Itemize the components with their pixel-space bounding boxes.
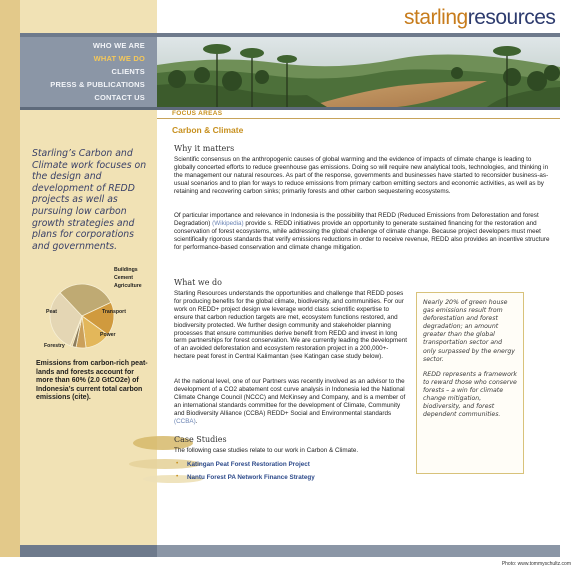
banner-photo-art [157,37,560,107]
why-paragraph-2-text-a: Of particular importance and relevance in Indonesia is the possibility that REDD (Reduced Emissions from Deforestation and forest Degradation) [174,212,539,227]
pie-chart-caption: Emissions from carbon-rich peat-lands and forests account for more than 60% (2.0 GtCO2e) of Indonesia’s current total carbon emissions (cite). [36,360,148,402]
site-logo[interactable] [404,6,555,30]
logo-part-2: resources [467,6,556,29]
why-paragraph-1: Scientific consensus on the anthropogenic causes of global warming and the evidence of impacts of climate change is leading to globally concerted efforts to reduce greenhouse gas emissions. Doing so will require new analytical tools, technologies, and thinking in the management our natural resources. As part of the response, governments and businesses have started to reconsider business-as-usual scenarios and to plan for ways to reduce emissions from primary carbon emitting sectors and economic activities, as well as by retaining and recovering carbon sinks; primarily forests and other carbon sequestering ecosystems. [174,156,549,195]
bullet-icon: • [176,473,179,480]
nav-bottom-rule [20,107,560,110]
nav-item-who-we-are[interactable]: WHO WE ARE [92,41,145,50]
nav-item-contact-us[interactable]: CONTACT US [94,93,145,102]
logo-part-1: starling [404,6,468,29]
photo-credit: Photo: www.tommyschultz.com [501,561,571,567]
what-paragraph-2-text-a: At the national level, one of our Partners was recently involved as an advisor to the development of a CO2 abatement cost curve analysis in Indonesia led the National Climate Change Council (NCCC) and McKinsey and Company, and is a member of an international standards committee for the development of Climate, Community and Biodiversity Alliance (CCBA) REDD+ Social and Environmental standards [174,378,406,417]
bullet-icon: • [176,460,179,467]
pie-label-peat: Peat [46,309,57,315]
nav-item-what-we-do[interactable]: WHAT WE DO [93,54,145,63]
case-studies-intro: The following case studies relate to our work in Carbon & Climate. [174,447,359,454]
pie-label-forestry: Forestry [44,343,65,349]
why-paragraph-2-text-b: provide s. REDD initiatives provide an opportunity to generate sustained financing for the restoration and conservation of forest ecosystems, while addressing the global challenge of climate change. Because project developers must meet scientifically rigorous standards that verify emissions reductions in order to receive revenue, REDD also provides an incentive structure for performance-based conservation and climate change mitigation. [174,219,550,251]
callout-paragraph-2: REDD represents a framework to reward those who conserve forests – a win for climate change mitigation, biodiversity, and forest dependent communities. [423,370,517,419]
ccba-link[interactable]: (CCBA) [174,417,196,425]
fact-callout-box [416,292,524,474]
section-title: Carbon & Climate [172,125,244,135]
why-paragraph-2 [174,212,554,252]
what-paragraph-1: Starling Resources understands the opportunities and challenge that REDD poses for producing benefits for the global climate, biodiversity, and communities. For our work on REDD+ project design we leverage world class scientific expertise to ensure that carbon reduction targets are met, ecosystem functions restored, and biodiversity protected. We further design community and stakeholder planning processes that ensure communities derive benefit from REDD and invest in long term partnerships for forest conservation. We are currently leading the development of an avoided deforestation and ecosystem restoration project in a 200,000+-hectare peat forest in Central Kalimantan (see Katingan case study below). [174,290,407,361]
left-edge-strip [0,0,20,557]
case-link-nantu[interactable]: Nantu Forest PA Network Finance Strategy [187,474,315,481]
pie-label-buildings: Buildings [114,267,138,273]
pie-label-agriculture: Agriculture [114,283,142,289]
main-nav [20,37,157,107]
pie-label-power: Power [100,332,116,338]
pie-label-cement: Cement [114,275,134,281]
heading-case-studies: Case Studies [174,435,227,444]
footer-bar-left [20,545,157,557]
pie-chart-svg [30,264,155,359]
focus-divider [157,118,560,119]
banner-photo-river-forest [157,37,560,107]
nav-item-clients[interactable]: CLIENTS [111,67,145,76]
callout-paragraph-1: Nearly 20% of green house gas emissions result from deforestation and forest degradation; an amount greater than the global transportation sector and only surpassed by the energy sector. [423,299,515,363]
emissions-pie-chart [30,264,155,359]
what-paragraph-2 [174,378,408,425]
heading-what-we-do: What we do [174,278,222,287]
what-paragraph-2-text-b: . [195,417,198,425]
nav-item-press-publications[interactable]: PRESS & PUBLICATIONS [50,80,145,89]
case-link-katingan[interactable]: Katingan Peat Forest Restoration Project [187,461,310,468]
left-column-quote: Starling’s Carbon and Climate work focuses on the design and development of REDD projects as well as pursuing low carbon growth strategies and plans for corporations and governments. [32,148,147,252]
focus-areas-label: FOCUS AREAS [172,110,223,117]
wikipedia-link[interactable]: (Wikipedia) [212,219,244,227]
pie-label-transport: Transport [102,309,126,315]
heading-why-it-matters: Why it matters [174,144,235,153]
